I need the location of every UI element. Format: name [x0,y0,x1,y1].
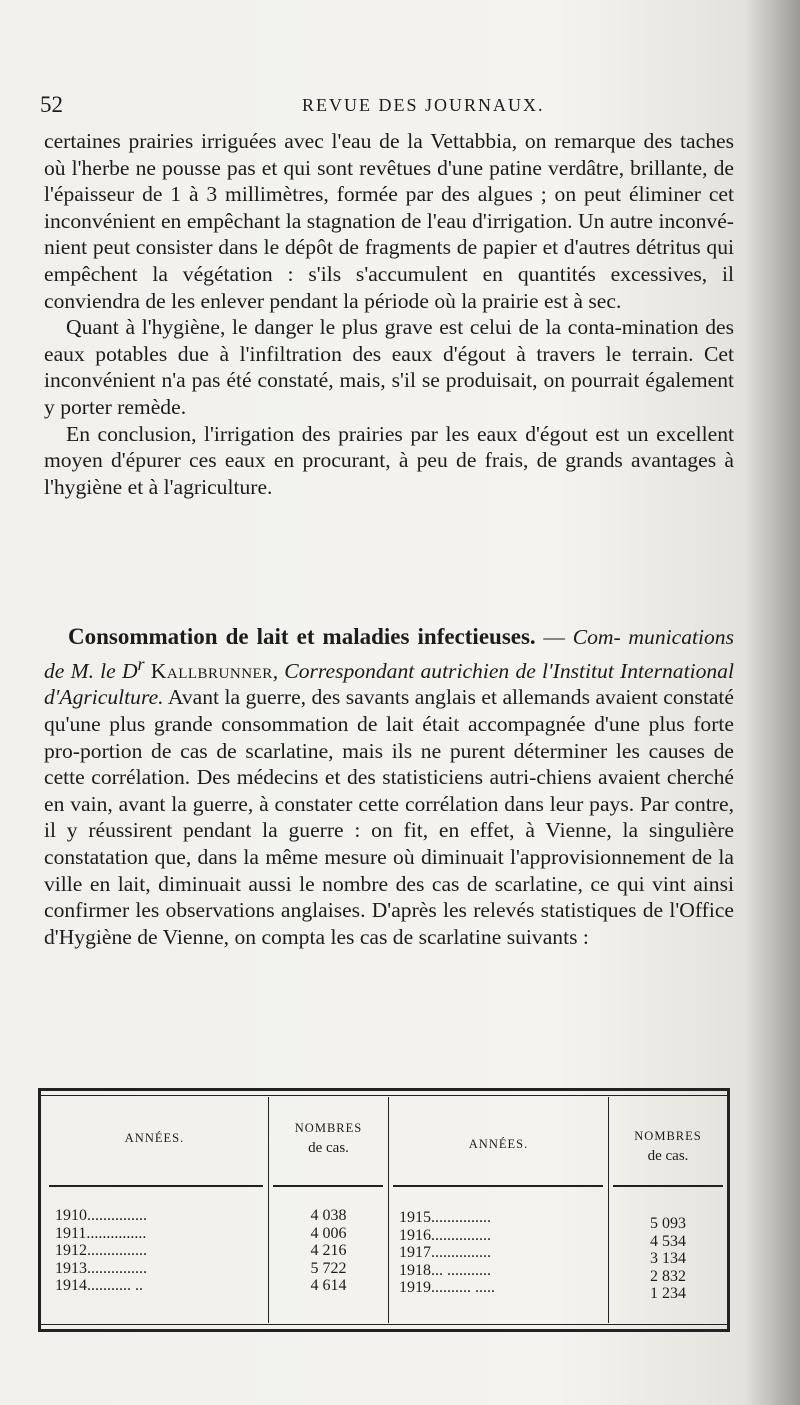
paragraph-hygiene [44,314,734,420]
body-text [44,128,734,500]
header-rule [49,1185,263,1187]
leader-dots: ............... [431,1209,491,1226]
leader-dots: ............... [87,1207,147,1224]
column-divider [388,1097,389,1323]
text-line: Quant à l'hygiène, le danger le plus grave est celui de la conta- [66,315,622,340]
year-cell: 1918 [399,1261,431,1279]
leader-dots: ........... .. [87,1277,143,1294]
year-cell: 1914 [55,1277,87,1294]
year-cell: 1913 [55,1259,87,1277]
article-section [44,624,734,950]
leader-dots: ............... [87,1259,147,1277]
count-cell: 2 832 [650,1267,686,1285]
header-counts-label: NOMBRES [634,1129,702,1143]
left-counts-column [269,1207,388,1295]
header-rule [613,1185,723,1187]
author-name: Kallbrunner [150,658,273,683]
doctor-abbrev-sup: r [137,653,145,674]
text-line: Avant la guerre, des [163,685,341,710]
header-rule [273,1185,383,1187]
left-years-column [55,1207,265,1295]
leader-dots: ............... [87,1242,147,1259]
text-line: certaines prairies irriguées avec l'eau de la Vettabbia, on remarque [44,129,636,153]
count-cell: 5 093 [650,1215,686,1232]
table-row [399,1262,605,1280]
table-row [55,1277,265,1295]
text-line: corrélation dans leur pays. Par contre, il y réussirent pendant la [44,791,734,843]
table-row [399,1244,605,1262]
running-title: REVUE DES JOURNAUX. [302,95,545,115]
text-line: dans la même mesure où diminuait l'approvisionnement de la [197,844,734,869]
text-line: ville en lait, diminuait aussi le nombre des cas de scarlatine, ce [44,871,610,896]
count-cell: 3 134 [650,1250,686,1267]
table-row [55,1225,265,1243]
text-line: relevés statistiques de l'Office d'Hygiène de Vienne, on compta [44,898,735,949]
table-row [399,1279,605,1297]
table-row [399,1227,605,1245]
text-line: s'il se produisait, on pourrait également y porter remède. [44,368,734,419]
count-cell: 4 038 [310,1207,347,1224]
year-cell: 1912 [55,1242,87,1259]
year-cell: 1915 [399,1209,431,1226]
text-line: savants anglais et allemands avaient constaté qu'une plus grande [44,685,735,736]
running-header [40,92,730,122]
header-years-right: ANNÉES. [468,1137,529,1151]
communication-prefix: Com- [572,625,621,649]
paragraph-conclusion [44,421,734,501]
text-line: de grands avantages à l'hygiène et à l'agriculture. [44,448,734,499]
text-line: des taches où l'herbe ne pousse pas et qui sont revêtues d'une [44,129,734,180]
year-cell: 1911 [55,1224,87,1242]
table-row [55,1242,265,1260]
year-cell: 1910 [55,1207,87,1224]
count-cell: 4 216 [310,1242,347,1259]
text-line: qui vint ainsi confirmer les observations anglaises. D'après les [44,871,734,923]
header-counts-label: NOMBRES [294,1121,363,1135]
header-counts-left [269,1121,388,1157]
institution-line: de l'Institut International d'Agriculture. [44,658,734,710]
article-title: Consommation de lait et maladies infectieuses. [68,624,536,649]
text-line: chiens avaient cherché en vain, avant la guerre, à constater cette [44,765,734,816]
text-line: formée par des algues ; on peut éliminer cet inconvénient en [44,182,734,233]
text-line: guerre : on fit, en effet, à Vienne, la singulière constatation que, [44,818,734,869]
author-role: , Correspondant autrichien [272,658,510,683]
paragraph-continued [44,128,734,314]
leader-dots: .......... ..... [431,1279,495,1296]
scarlatina-cases-table [38,1088,730,1332]
leader-dots: ............... [86,1224,147,1242]
count-cell: 5 722 [310,1259,347,1277]
text-line: consommation de lait était accompagnée d'une plus forte pro- [44,711,734,763]
text-line: période où la prairie est à sec. [364,288,622,313]
text-line: travers le terrain. Cet inconvénient n'a pas été constaté, mais, [44,341,735,393]
count-cell: 1 234 [650,1285,686,1302]
text-line: empêchant la stagnation de l'eau d'irrigation. Un autre inconvé- [186,208,734,233]
right-years-column [399,1209,605,1297]
text-line: les cas de scarlatine suivants : [330,924,589,949]
count-cell: 4 534 [650,1232,686,1250]
text-line: en quantités excessives, il conviendra de les enlever pendant la [44,261,734,313]
text-line: En conclusion, l'irrigation des prairies par les eaux d'égout est [66,421,620,446]
leader-dots: ............... [431,1244,491,1261]
table-row [399,1209,605,1227]
table-row [55,1207,265,1225]
text-line: mination des eaux potables due à l'infiltration des eaux d'égout à [44,315,734,366]
year-cell: 1916 [399,1226,431,1244]
communication-line: munications de M. le D [44,625,734,683]
leader-dots: ............... [431,1226,491,1244]
count-cell: 4 614 [310,1277,347,1294]
text-line: un excellent moyen d'épurer ces eaux en procurant, à peu de frais, [44,421,735,473]
leader-dots: ... ........... [431,1261,491,1279]
title-dash: — [535,625,573,649]
header-counts-sub: de cas. [308,1140,349,1156]
right-counts-column [609,1215,727,1303]
header-counts-sub: de cas. [647,1148,689,1164]
page-number: 52 [40,92,63,117]
header-rule [393,1185,603,1187]
header-years-left: ANNÉES. [124,1131,185,1145]
text-line: causes de cette corrélation. Des médecins et des statisticiens autri- [44,738,734,790]
text-line: portion de cas de scarlatine, mais ils ne purent déterminer les [79,738,640,763]
table-row [55,1260,265,1278]
text-line: d'autres détritus qui empêchent la végétation : s'ils s'accumulent [44,235,734,286]
year-cell: 1919 [399,1279,431,1296]
header-counts-right [609,1129,727,1165]
text-line: nient peut consister dans le dépôt de fragments de papier et [44,235,559,260]
count-cell: 4 006 [310,1224,347,1242]
text-line: patine verdâtre, brillante, de l'épaisseur de 1 à 3 millimètres, [44,155,734,207]
year-cell: 1917 [399,1244,431,1261]
